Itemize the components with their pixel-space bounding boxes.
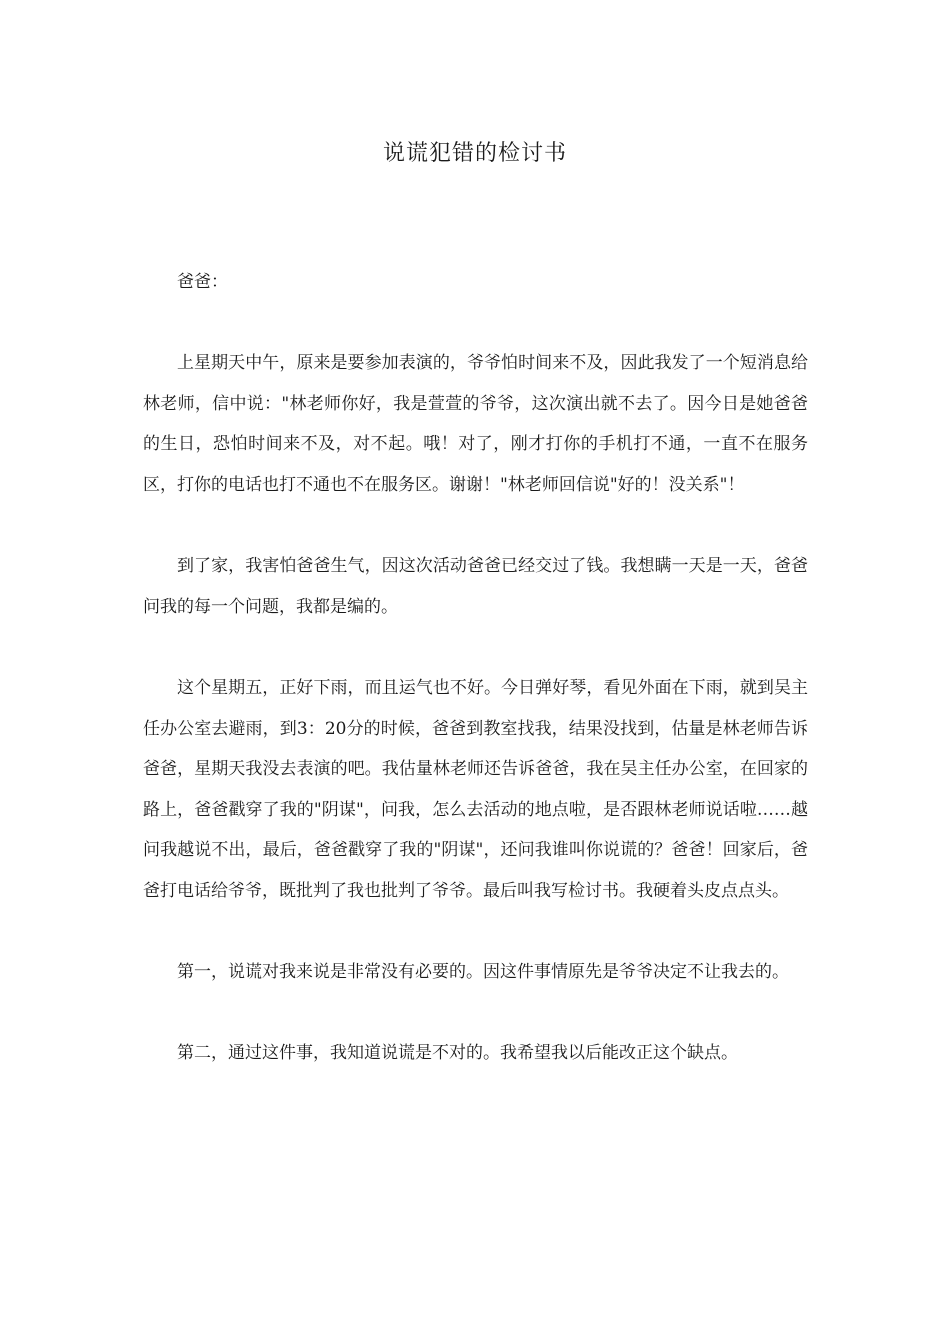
paragraph-4: 第一，说谎对我来说是非常没有必要的。因这件事情原先是爷爷决定不让我去的。 bbox=[177, 962, 789, 983]
document-body bbox=[143, 262, 808, 1074]
paragraph-spacer bbox=[143, 993, 808, 1034]
paragraph-spacer bbox=[143, 912, 808, 953]
paragraph-3: 这个星期五，正好下雨，而且运气也不好。今日弹好琴，看见外面在下雨，就到吴主任办公室去避雨，到3：20分的时候，爸爸到教室找我，结果没找到，估量是林老师告诉爸爸，星期天我没去表演的吧。我估量林老师还告诉爸爸，我在吴主任办公室，在回家的路上，爸爸戳穿了我的"阴谋"，问我，怎么去活动的地点啦，是否跟林老师说话啦……越问我越说不出，最后，爸爸戳穿了我的"阴谋"，还问我谁叫你说谎的？爸爸！回家后，爸爸打电话给爷爷，既批判了我也批判了爷爷。最后叫我写检讨书。我硬着头皮点点头。 bbox=[143, 677, 808, 901]
paragraph-spacer bbox=[143, 627, 808, 668]
document-title: 说谎犯错的检讨书 bbox=[382, 141, 567, 166]
paragraph-spacer bbox=[143, 303, 808, 344]
paragraph-2: 到了家，我害怕爸爸生气，因这次活动爸爸已经交过了钱。我想瞒一天是一天，爸爸问我的每一个问题，我都是编的。 bbox=[143, 556, 808, 617]
paragraph-5: 第二，通过这件事，我知道说谎是不对的。我希望我以后能改正这个缺点。 bbox=[177, 1043, 738, 1064]
paragraph-1: 上星期天中午，原来是要参加表演的，爷爷怕时间来不及，因此我发了一个短消息给林老师，信中说："林老师你好，我是萱萱的爷爷，这次演出就不去了。因今日是她爸爸的生日，恐怕时间来不及，对不起。哦！对了，刚才打你的手机打不通，一直不在服务区，打你的电话也打不通也不在服务区。谢谢！"林老师回信说"好的！没关系"！ bbox=[143, 353, 808, 495]
paragraph-spacer bbox=[143, 506, 808, 547]
salutation: 爸爸： bbox=[177, 272, 228, 292]
